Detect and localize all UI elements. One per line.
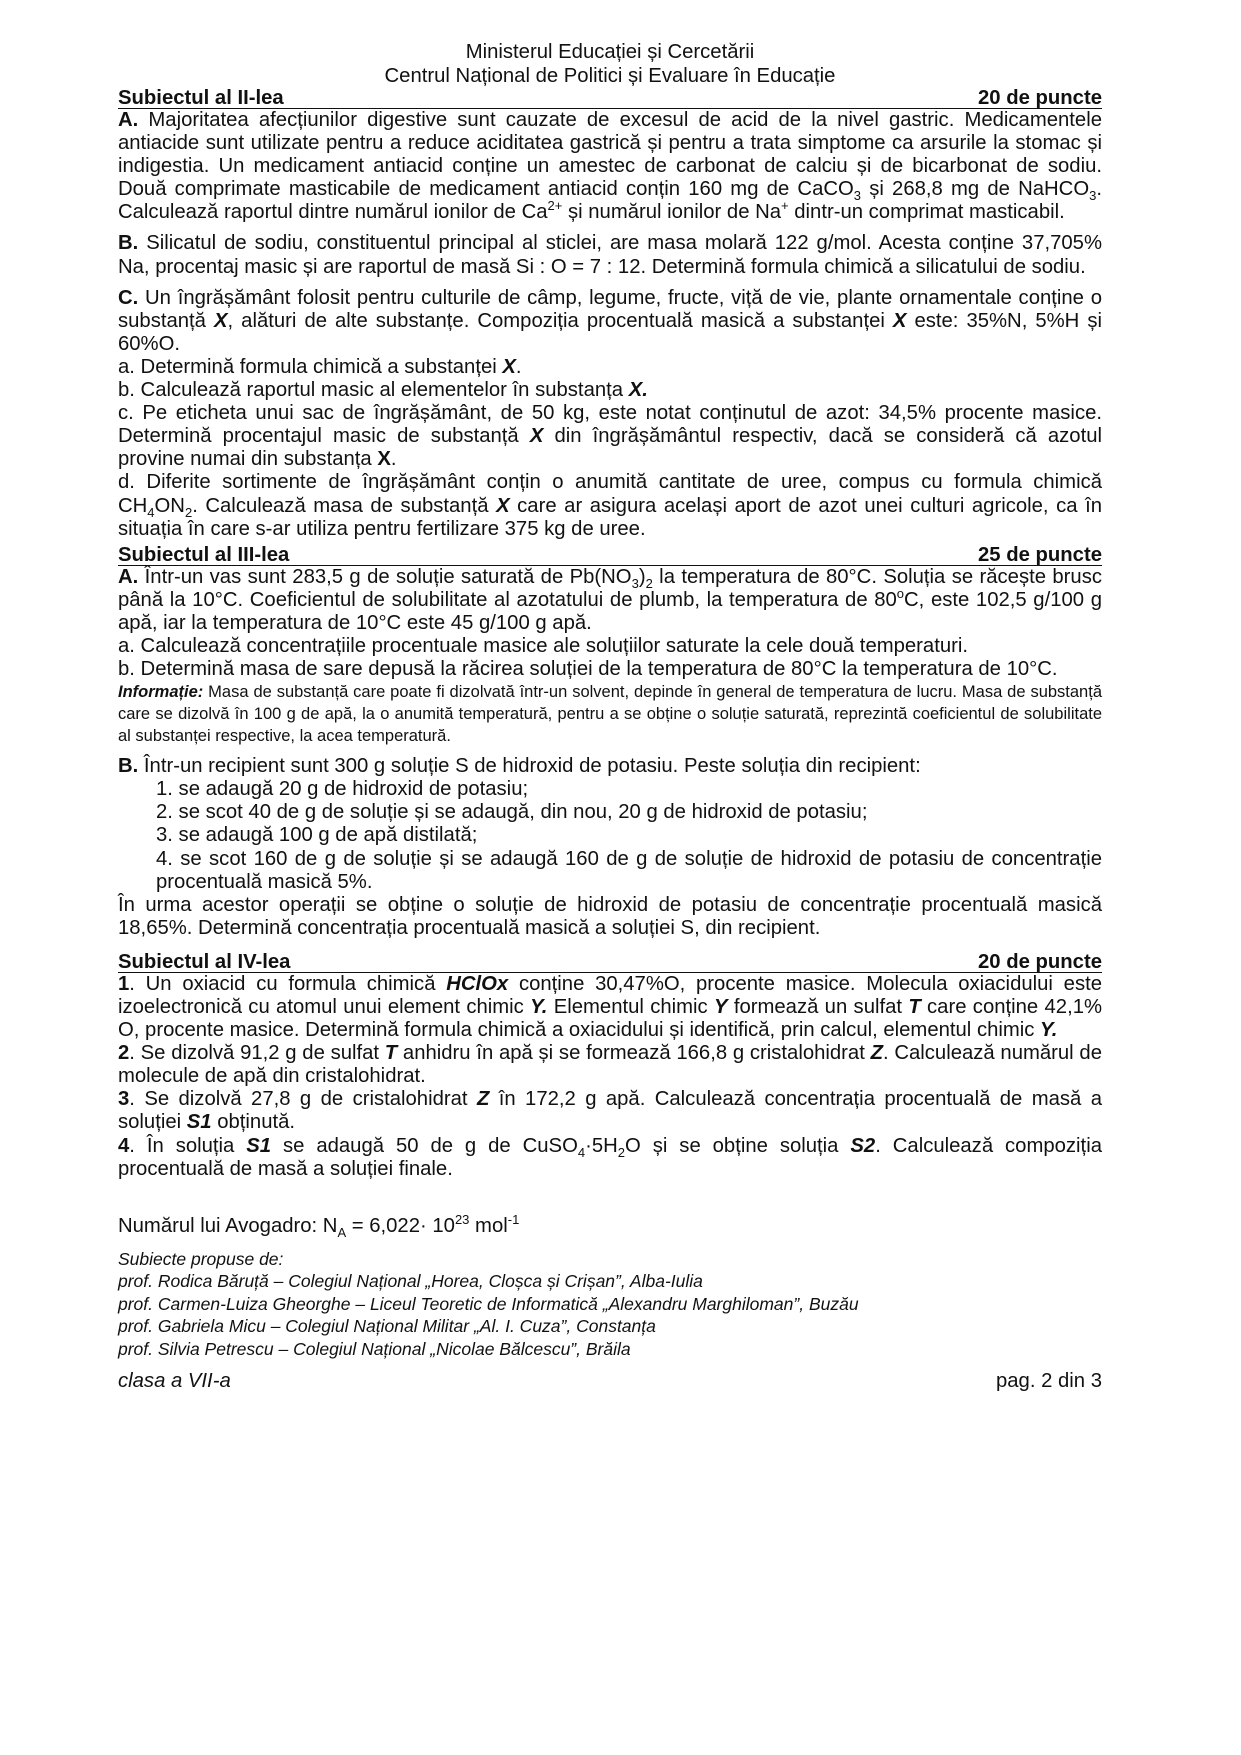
- problem-4-2: 2. Se dizolvă 91,2 g de sulfat T anhidru în apă și se formează 166,8 g cristalohidrat Z. Calculează numărul de molecule de apă din cristalohidrat.: [118, 1042, 1102, 1088]
- list-item: 3. se adaugă 100 g de apă distilată;: [156, 824, 478, 847]
- problem-3a: A. Într-un vas sunt 283,5 g de soluție saturată de $Pb(NO_3)_2$ la temperatura de 80°C. Soluția se răcește brusc până la 10°C. Coeficientul de solubilitate al azotatului de plumb, la temperatura de 80$^o$C, este 102,5 g/100 g apă, iar la temperatura de 10°C este 45 g/100 g apă.: [118, 565, 1102, 634]
- section-title: Subiectul al III-lea: [118, 543, 290, 566]
- info-note: Informație: Masa de substanță care poate fi dizolvată într-un solvent, depinde în general de temperatura de lucru. Masa de substanță care se dizolvă în 100 g de apă, la o anumită temperatură, pentru a se obține o soluție saturată, reprezintă coeficientul de solubilitate al substanței respective, la acea temperatură.: [118, 683, 1102, 746]
- proposer: prof. Silvia Petrescu – Colegiul Național „Nicolae Bălcescu”, Brăila: [118, 1338, 631, 1359]
- section-heading-3: [118, 545, 1102, 566]
- problem-2c-a: a. Determină formula chimică a substanței X.: [118, 355, 522, 378]
- problem-label: C.: [118, 286, 139, 309]
- ministry-name: Ministerul Educației și Cercetării: [465, 41, 755, 63]
- page-header: [118, 40, 1102, 88]
- exam-page: [118, 40, 1102, 1393]
- proposer: prof. Rodica Băruță – Colegiul Național „Horea, Cloșca și Crișan”, Alba-Iulia: [118, 1271, 703, 1292]
- problem-4-1: 1. Un oxiacid cu formula chimică HClOx conține 30,47%O, procente masice. Molecula oxiacidului este izoelectronică cu atomul unui element chimic Y. Elementul chimic Y formează un sulfat T care conține 42,1% O, procente masice. Determină formula chimică a oxiacidului și identifică, prin calcul, elementul chimic Y.: [118, 972, 1103, 1042]
- problem-label: B.: [118, 755, 139, 778]
- grade-label: clasa a VII-a: [118, 1370, 231, 1393]
- proposers-heading: Subiecte propuse de:: [118, 1248, 284, 1269]
- section-points: 25 de puncte: [978, 543, 1102, 566]
- section-points: 20 de puncte: [978, 950, 1102, 973]
- page-number: pag. 2 din 3: [995, 1370, 1102, 1393]
- section-heading-4: [118, 952, 1102, 973]
- section-heading-2: [118, 88, 1102, 109]
- list-item: 4. se scot 160 de g de soluție și se adaugă 160 de g de soluție de hidroxid de potasiu de concentrație procentuală masică 5%.: [156, 847, 1102, 893]
- problem-2c-d: d. Diferite sortimente de îngrășământ conțin o anumită cantitate de uree, compus cu formula chimică $CH_4ON_2$. Calculează masa de substanță X care ar asigura același aport de azot unei culturi agricole, ca în situația în care s-ar utiliza pentru fertilizare 375 kg de uree.: [118, 471, 1103, 540]
- problem-2b: B. Silicatul de sodiu, constituentul principal al sticlei, are masa molară 122 g/mol. Acesta conține 37,705% Na, procentaj masic și are raportul de masă Si : O = 7 : 12. Determină formula chimică a silicatului de sodiu.: [118, 232, 1102, 278]
- proposer: prof. Gabriela Micu – Colegiul Național Militar „Al. I. Cuza”, Constanța: [118, 1316, 656, 1337]
- problem-3a-a: a. Calculează concentrațiile procentuale masice ale soluțiilor saturate la cele două temperaturi.: [118, 634, 969, 657]
- problem-3b-conclusion: În urma acestor operații se obține o soluție de hidroxid de potasiu de concentrație procentuală masică 18,65%. Determină concentrația procentuală masică a soluției S, din recipient.: [118, 893, 1102, 939]
- problem-2c: C. Un îngrășământ folosit pentru culturile de câmp, legume, fructe, viță de vie, plante ornamentale conține o substanță X, alături de alte substanțe. Compoziția procentuală masică a substanței X este: 35%N, 5%H și 60%O.: [118, 286, 1102, 355]
- section-title: Subiectul al II-lea: [118, 87, 284, 109]
- section-title: Subiectul al IV-lea: [118, 950, 291, 973]
- page-footer: [118, 1370, 1102, 1393]
- problem-2a: A. Majoritatea afecțiunilor digestive sunt cauzate de excesul de acid de la nivel gastric. Medicamentele antiacide sunt utilizate pentru a reduce aciditatea gastrică și pentru a trata simptome ca arsurile la stomac și indigestia. Un medicament antiacid conține un amestec de carbonat de calciu și de bicarbonat de sodiu. Două comprimate masticabile de medicament antiacid conțin 160 mg de CaCO$_3$ și 268,8 mg de NaHCO$_3$. Calculează raportul dintre numărul ionilor de $Ca^{2+}$ și numărul ionilor de Na+ dintr-un comprimat masticabil.: [118, 109, 1102, 224]
- list-item: 2. se scot 40 de g de soluție și se adaugă, din nou, 20 g de hidroxid de potasiu;: [156, 801, 868, 824]
- problem-2c-b: b. Calculează raportul masic al elementelor în substanța X.: [118, 379, 648, 402]
- problem-4-3: 3. Se dizolvă 27,8 g de cristalohidrat Z în 172,2 g apă. Calculează concentrația procentuală de masă a soluției S1 obținută.: [118, 1088, 1102, 1134]
- section-points: 20 de puncte: [978, 87, 1102, 109]
- problem-4-4: 4. În soluția S1 se adaugă 50 de g de $CuSO_4\cdot 5H_2O$ și se obține soluția S2. Calculează compoziția procentuală de masă a soluției finale.: [118, 1134, 1102, 1180]
- list-item: 1. se adaugă 20 g de hidroxid de potasiu;: [156, 778, 529, 801]
- problem-label: A.: [118, 565, 139, 588]
- proposers: [118, 1248, 1102, 1361]
- proposer: prof. Carmen-Luiza Gheorghe – Liceul Teoretic de Informatică „Alexandru Marghiloman”, Buzău: [118, 1293, 859, 1314]
- center-name: Centrul Național de Politici și Evaluare în Educație: [384, 65, 836, 87]
- problem-label: B.: [118, 232, 139, 255]
- info-label: Informație:: [118, 683, 204, 702]
- problem-2c-c: c. Pe eticheta unui sac de îngrășământ, de 50 kg, este notat conținutul de azot: 34,5% procente masice. Determină procentajul masic de substanță X din îngrășământul respectiv, dacă se consideră că azotul provine numai din substanța X.: [118, 402, 1102, 471]
- problem-label: A.: [118, 109, 139, 131]
- avogadro-constant: Numărul lui Avogadro: $N_A = 6,022\cdot 10^{23}$ mol$^{-1}$: [118, 1211, 520, 1240]
- problem-3a-b: b. Determină masa de sare depusă la răcirea soluției de la temperatura de 80°C la temperatura de 10°C.: [118, 658, 1058, 681]
- problem-3b: B. Într-un recipient sunt 300 g soluție S de hidroxid de potasiu. Peste soluția din recipient:: [118, 755, 921, 778]
- steps-list: [156, 778, 1102, 893]
